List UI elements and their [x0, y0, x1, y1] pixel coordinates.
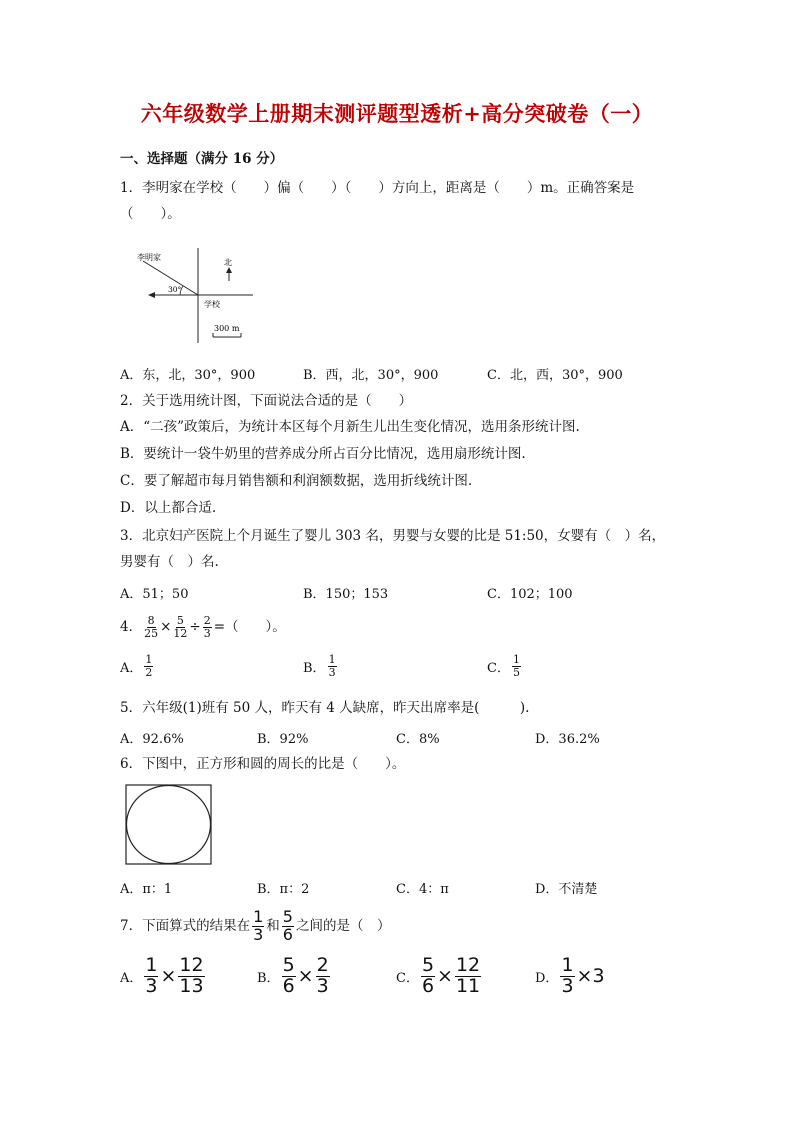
q3-stem-line1: 3．北京妇产医院上个月诞生了婴儿 303 名，男婴与女婴的比是 51:50，女婴有（ ）名，	[120, 528, 666, 544]
q4-fraction-2: $\frac{5}{12}$	[173, 613, 188, 640]
q7-stem: 7．下面算式的结果在 $\frac{1}{3}$ 和 $\frac{5}{6}$ 之间的是（ ）	[120, 906, 391, 944]
q4-number: 4．	[120, 619, 143, 635]
q7-option-c-fraction-2: $\frac{12}{11}$	[455, 954, 481, 997]
q1-stem-line2: （ ）。	[120, 206, 181, 222]
q5-option-a[interactable]: A．92.6%	[120, 732, 184, 747]
q3-option-a[interactable]: A．51；50	[120, 587, 189, 602]
q1-option-b[interactable]: B．西，北，30°，900	[303, 368, 439, 383]
q4-option-c-fraction: $\frac{1}{5}$	[512, 653, 520, 679]
q4-option-b-fraction: $\frac{1}{3}$	[328, 653, 336, 679]
q7-option-b-fraction-2: $\frac{2}{3}$	[316, 954, 329, 997]
q7-option-b-fraction-1: $\frac{5}{6}$	[282, 954, 295, 997]
q1-option-a[interactable]: A．东，北，30°，900	[120, 368, 256, 383]
q6-option-c[interactable]: C．4：π	[396, 882, 449, 897]
q7-option-a-fraction-1: $\frac{1}{3}$	[145, 954, 158, 997]
q4-option-c[interactable]: C． $\frac{1}{5}$	[487, 653, 520, 679]
q7-option-c[interactable]: C． $\frac{5}{6}$ × $\frac{12}{11}$	[396, 954, 481, 997]
q4-fraction-3: $\frac{2}{3}$	[203, 613, 211, 640]
q4-fraction-1: $\frac{8}{25}$	[144, 613, 159, 640]
q4-stem	[120, 608, 286, 646]
q6-option-b[interactable]: B．π：2	[257, 882, 310, 897]
map-label-north: 北	[224, 258, 232, 267]
q6-square-circle-figure	[125, 784, 213, 866]
q5-option-b[interactable]: B．92%	[257, 732, 309, 747]
q7-option-d[interactable]: D． $\frac{1}{3}$ × 3	[535, 954, 605, 997]
q6-option-a[interactable]: A．π：1	[120, 882, 173, 897]
q6-option-d[interactable]: D．不清楚	[535, 882, 598, 897]
q2-option-d[interactable]: D．以上都合适.	[120, 500, 217, 516]
q3-stem-line2: 男婴有（ ）名.	[120, 554, 219, 570]
q7-option-d-fraction-1: $\frac{1}{3}$	[561, 954, 574, 997]
q4-option-b[interactable]: B． $\frac{1}{3}$	[303, 653, 336, 679]
q7-option-a[interactable]: A． $\frac{1}{3}$ × $\frac{12}{13}$	[120, 954, 204, 997]
q5-option-c[interactable]: C．8%	[396, 732, 440, 747]
q7-option-b[interactable]: B． $\frac{5}{6}$ × $\frac{2}{3}$	[257, 954, 329, 997]
q2-option-a[interactable]: A．“二孩”政策后，为统计本区每个月新生儿出生变化情况，选用条形统计图.	[120, 419, 580, 435]
q3-option-b[interactable]: B．150；153	[303, 587, 389, 602]
q2-option-c[interactable]: C．要了解超市每月销售额和利润额数据，选用折线统计图.	[120, 473, 473, 489]
page-title: 六年级数学上册期末测评题型透析+高分突破卷（一）	[140, 101, 654, 126]
q4-option-a-fraction: $\frac{1}{2}$	[145, 653, 153, 679]
map-label-home: 李明家	[137, 253, 161, 262]
q5-option-d[interactable]: D．36.2%	[535, 732, 600, 747]
q7-fraction-lower: $\frac{1}{3}$	[253, 906, 264, 944]
q1-option-c[interactable]: C．北，西，30°，900	[487, 368, 623, 383]
map-label-angle: 30°	[168, 285, 182, 294]
map-label-scale: 300 m	[214, 324, 240, 333]
q7-fraction-upper: $\frac{5}{6}$	[282, 906, 293, 944]
north-arrow-icon	[226, 267, 232, 273]
q7-option-a-fraction-2: $\frac{12}{13}$	[179, 954, 204, 997]
section-heading-choice: 一、选择题（满分 16 分）	[120, 151, 284, 167]
q1-direction-map	[128, 243, 258, 348]
q4-operator-divide: ÷	[189, 619, 201, 635]
map-label-school: 学校	[204, 300, 220, 309]
q5-stem: 5．六年级(1)班有 50 人，昨天有 4 人缺席，昨天出席率是( ).	[120, 700, 530, 716]
q7-option-c-fraction-1: $\frac{5}{6}$	[421, 954, 435, 997]
q4-operator-times: ×	[160, 619, 172, 635]
q6-circle	[127, 786, 211, 864]
map-west-arrow	[148, 292, 155, 298]
q6-stem: 6．下图中，正方形和圆的周长的比是（ ）。	[120, 756, 406, 772]
q1-stem-line1: 1．李明家在学校（ ）偏（ ）（ ）方向上，距离是（ ）m。正确答案是	[120, 180, 635, 196]
q4-option-a[interactable]: A． $\frac{1}{2}$	[120, 653, 153, 679]
q2-option-b[interactable]: B．要统计一袋牛奶里的营养成分所占百分比情况，选用扇形统计图.	[120, 446, 526, 462]
q3-option-c[interactable]: C．102；100	[487, 587, 573, 602]
q2-stem: 2．关于选用统计图，下面说法合适的是（ ）	[120, 393, 413, 409]
q4-tail: =（ ）。	[213, 619, 286, 635]
